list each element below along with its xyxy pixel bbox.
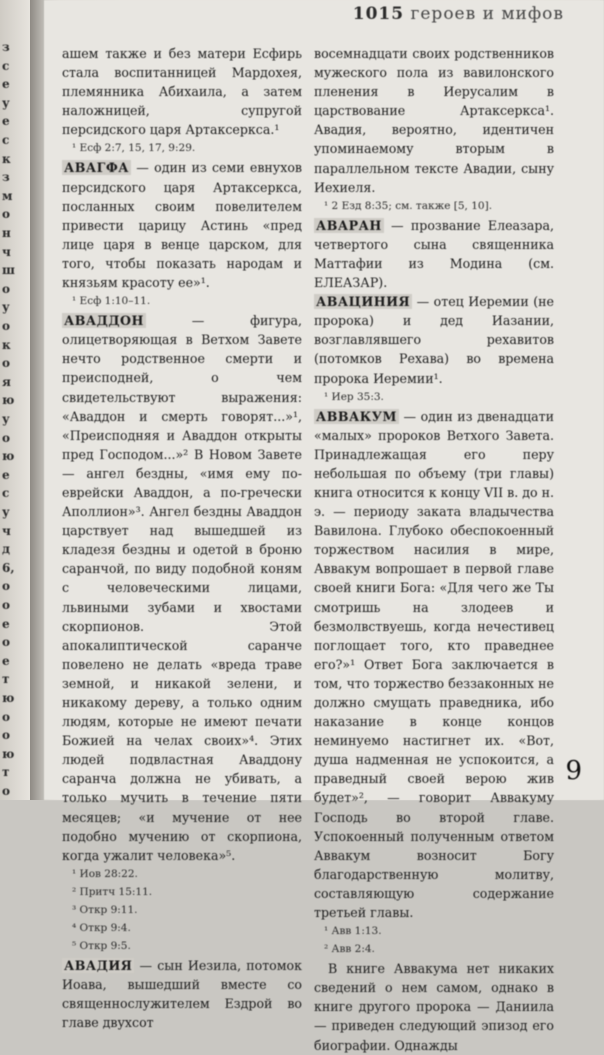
left-page-fragment: т (2, 672, 10, 687)
entry-headword: АВАРАН (316, 217, 382, 233)
footnote: ¹ Есф 1:10–11. (72, 295, 151, 308)
left-page-fragment: 6, (2, 560, 15, 575)
left-page-fragment: у (2, 505, 10, 519)
left-page-fragment: я (2, 374, 11, 389)
left-page-fragment: з (2, 40, 10, 54)
paragraph: В книге Аввакума нет никаких сведений о нем самом, однако в книге другого пророка — Даниила — приведен следующий эпизод его биографии. Однажды (314, 961, 554, 1053)
left-page-fragment: ю (2, 393, 15, 408)
dictionary-entry (314, 292, 554, 387)
left-page-fragment: с (2, 58, 10, 73)
left-page-fragment: о (2, 430, 11, 445)
entry-headword: АВАДДОН (64, 313, 144, 329)
left-page-fragment: о (2, 598, 11, 612)
left-page-fragment: о (2, 319, 11, 333)
left-page-fragment: ш (2, 263, 15, 278)
entry-headword: АВВАКУМ (316, 408, 397, 424)
header-number: 1015 (352, 4, 405, 24)
entry-headword: АВАГФА (64, 160, 130, 176)
left-page-fragment: о (2, 728, 11, 743)
entry-text: — прозвание Елеазара, четвертого сына священника Маттафии из Модина (см. ЕЛЕАЗАР). (314, 217, 554, 291)
entry-text: — один из семи евнухов персидского царя Артаксеркса, посланных своим повелителем привести царицу Астинь «пред лице царя в венце царском, для того, чтобы показать народам и князьям красоту ее»¹. (62, 160, 302, 291)
left-facing-page (0, 0, 30, 800)
dictionary-entry (62, 956, 302, 1032)
left-page-fragment: к (2, 151, 11, 166)
left-page-fragment: у (2, 95, 10, 110)
left-page-fragment: у (2, 300, 10, 315)
left-page-fragment: е (2, 616, 10, 631)
footnote: ³ Откр 9:11. (72, 903, 138, 916)
dictionary-entry (62, 311, 302, 865)
left-page-fragment: с (2, 486, 10, 501)
entry-text: — сын Иезила, потомок Иоава, вышедший вместе со священнослужителем Ездрой во главе двухсот (62, 957, 302, 1031)
left-page-fragment: ю (2, 691, 15, 705)
footnote: ⁴ Откр 9:4. (72, 921, 131, 934)
left-page-fragment: ю (2, 449, 15, 464)
left-page-fragment: м (2, 188, 13, 203)
left-page-fragment: о (2, 709, 11, 724)
left-page-fragment: н (2, 226, 11, 240)
footnote: ¹ 2 Езд 8:35; см. также [5, 10]. (324, 199, 493, 212)
left-page-fragment: о (2, 784, 11, 798)
footnote: ¹ Есф 2:7, 15, 17, 9:29. (72, 142, 196, 155)
dictionary-entry (314, 216, 554, 292)
page-number: 9 (565, 756, 582, 786)
entry-text: — отец Иеремии (не пророка) и дед Иазании, возглавлявшего рехавитов (потомков Рехава) во времена пророка Иеремии¹. (314, 294, 554, 386)
footnote: ² Притч 15:11. (72, 885, 153, 898)
left-page-fragment: т (2, 765, 10, 780)
entry-headword: АВАДИЯ (64, 957, 133, 973)
left-page-fragment: у (2, 412, 10, 426)
left-page-fragment: о (2, 635, 11, 650)
footnote: ² Авв 2:4. (324, 943, 375, 956)
dictionary-entry (314, 407, 554, 923)
footnote: ¹ Иер 35:3. (324, 390, 384, 403)
footnote: ¹ Авв 1:13. (324, 925, 382, 938)
book-page (44, 0, 604, 1053)
left-page-fragment: о (2, 207, 11, 222)
left-page-fragment: е (2, 467, 10, 482)
footnote: ⁵ Откр 9:5. (72, 939, 131, 952)
left-page-fragment: е (2, 114, 10, 129)
dictionary-entry (62, 158, 302, 292)
left-page-fragment: о (2, 356, 11, 371)
entry-text: — один из двенадцати «малых» пророков Ветхого Завета. Принадлежащая его перу небольшая по объему (три главы) книга относится к концу VII в. до н. э. — периоду заката владычества Вавилона. Глубоко обеспокоенный торжеством насилия в мире, Аввакум вопрошает в первой главе своей книги Бога: «Для чего же Ты смотришь на злодеев и безмолвствуешь, когда нечестивец поглощает того, кто праведнее его?»¹ Ответ Бога заключается в том, что торжество беззаконных не должно смущать праведника, ибо наказание в конце концов неминуемо настигнет их. «Вот, душа надменная не успокоится, а праведный своей верою жив будет»², — говорит Аввакуму Господь во второй главе. Успокоенный полученным ответом Аввакум возносит Богу благодарственную молитву, составляющую содержание третьей главы. (314, 408, 554, 921)
left-page-fragment: ю (2, 746, 15, 761)
footnote: ¹ Иов 28:22. (72, 867, 138, 880)
header-title: героев и мифов (410, 4, 564, 24)
paragraph: ашем также и без матери Есфирь стала воспитанницей Мардохея, племянника Абихаила, а затем наложницей, супругой персидского царя Артаксеркса.¹ (62, 46, 302, 138)
left-page-fragment: о (2, 281, 11, 296)
left-page-fragment: о (2, 579, 11, 594)
left-page-fragment: з (2, 170, 10, 185)
left-page-fragment: д (2, 542, 10, 557)
left-page-fragment: е (2, 653, 10, 668)
left-page-fragment: е (2, 77, 10, 92)
entry-text: — фигура, олицетворяющая в Ветхом Завете нечто родственное смерти и преисподней, о чем свидетельствуют выражения: «Аваддон и смерть говорят...»¹, «Преисподняя и Аваддон открыты пред Господом...»² В Новом Завете — ангел бездны, «имя ему по-еврейски Аваддон, а по-гречески Аполлион»³. Ангел бездны Аваддон царствует над вышедшей из кладезя бездны и одетой в броню саранчой, по виду подобной коням с человеческими лицами, львиными зубами и хвостами скорпионов. Этой апокалиптической саранче повелено не делать «вреда траве земной, и никакой зелени, и никакому дереву, а только одним людям, которые не имеют печати Божией на челах своих»⁴. Этих людей подвластная Аваддону саранча должна не убивать, а только мучить в течение пяти месяцев; «и мучение от нее подобно мучению от скорпиона, когда ужалит человека»⁵. (62, 313, 302, 863)
left-page-fragment: ч (2, 523, 11, 538)
right-text-column (314, 44, 554, 1055)
running-header (353, 4, 564, 24)
left-page-fragment: ч (2, 244, 11, 259)
left-text-column (62, 44, 302, 1032)
left-page-fragment: с (2, 133, 10, 147)
entry-headword: АВАЦИНИЯ (316, 294, 411, 310)
paragraph: восемнадцати своих родственников мужеского пола из вавилонского пленения в Иерусалим в царствование Артаксеркса¹. Авадия, вероятно, идентичен упоминаемому вторым в параллельном тексте Авадии, сыну Иехиеля. (314, 46, 554, 195)
left-page-fragment: к (2, 337, 11, 352)
